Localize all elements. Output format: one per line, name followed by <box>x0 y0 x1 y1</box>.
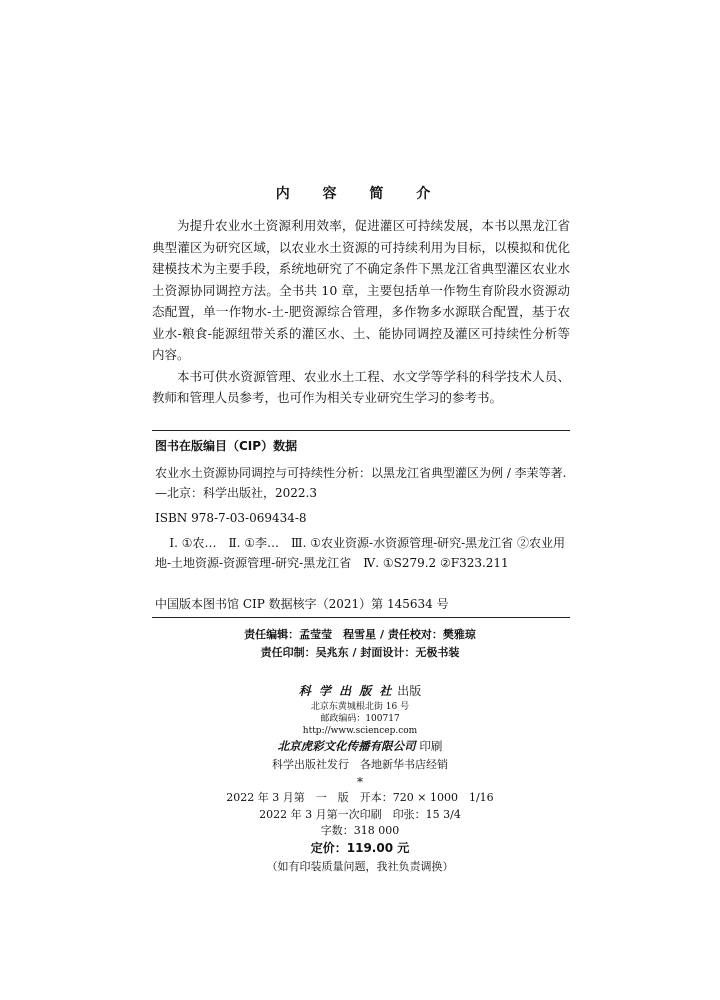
cip-top-rule <box>152 430 570 431</box>
cip-isbn: ISBN 978-7-03-069434-8 <box>155 511 307 525</box>
publisher-website: http://www.sciencep.com <box>302 726 418 736</box>
quality-note: （如有印装质量问题，我社负责调换） <box>266 860 454 873</box>
distribution-line: 科学出版社发行 各地新华书店经销 <box>272 758 448 771</box>
cip-classification: Ⅰ. ①农… Ⅱ. ①李… Ⅲ. ①农业资源-水资源管理-研究-黑龙江省 ②农业用地-土地资源-资源管理-研究-黑龙江省 Ⅳ. ①S279.2 ②F323.211 <box>155 536 566 570</box>
word-count: 字数：318 000 <box>320 824 400 837</box>
cip-title-line: 农业水土资源协同调控与可持续性分析：以黑龙江省典型灌区为例 / 李茉等著. —北京：科学出版社，2022.3 <box>155 466 567 500</box>
separator-star: * <box>357 775 363 789</box>
cip-check-number: 中国版本图书馆 CIP 数据核字（2021）第 145634 号 <box>155 597 449 611</box>
summary-body <box>152 215 570 409</box>
price: 定价：119.00 元 <box>310 841 410 855</box>
printer-name: 北京虎彩文化传播有限公司 <box>277 739 416 753</box>
summary-paragraph-2: 本书可供水资源管理、农业水土工程、水文学等学科的科学技术人员、教师和管理人员参考，也可作为相关专业研究生学习的参考书。 <box>152 368 570 405</box>
publisher-suffix: 出版 <box>397 684 422 698</box>
publisher-line <box>0 682 720 699</box>
edition-line-1: 2022 年 3 月第 一 版 开本：720 × 1000 1/16 <box>226 791 494 804</box>
cip-bottom-rule <box>152 617 570 618</box>
summary-paragraph-1: 为提升农业水土资源利用效率，促进灌区可持续发展，本书以黑龙江省典型灌区为研究区域，以农业水土资源的可持续利用为目标，以模拟和优化建模技术为主要手段，系统地研究了不确定条件下黑龙江省典型灌区农业水土资源协同调控方法。全书共 10 章，主要包括单一作物生育阶段水资源动态配置，单一作物水-土-肥资源综合管理，多作物多水源联合配置，基于农业水-粮食-能源纽带关系的灌区水、土、能协同调控及灌区可持续性分析等内容。 <box>152 218 570 362</box>
publisher-name: 科 学 出 版 社 <box>298 684 394 698</box>
printer-suffix: 印刷 <box>419 739 443 753</box>
edition-line-2: 2022 年 3 月第一次印刷 印张：15 3/4 <box>259 808 461 821</box>
publisher-address: 北京东黄城根北街 16 号 <box>310 702 410 712</box>
summary-title: 内 容 简 介 <box>275 186 445 202</box>
credits-line-2: 责任印制：吴兆东 / 封面设计：无极书装 <box>260 646 460 659</box>
publisher-postcode: 邮政编码：100717 <box>320 714 400 724</box>
cip-heading: 图书在版编目（CIP）数据 <box>155 439 298 453</box>
credits-line-1: 责任编辑：孟莹莹 程雪星 / 责任校对：樊雅琼 <box>244 628 476 641</box>
printer-line <box>0 738 720 754</box>
